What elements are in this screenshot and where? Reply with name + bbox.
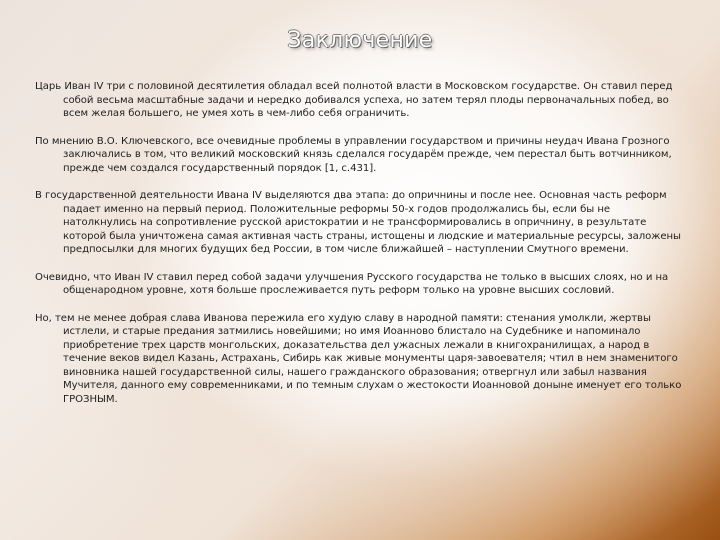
slide-title: Заключение (287, 28, 433, 53)
paragraph-3: В государственной деятельности Ивана IV выделяются два этапа: до опричнины и после нее. Основная часть реформ падает именно на первый период. Положительные реформы 50-х годов продолжались бы, если бы не натолкнулись на сопротивление русской аристократии и не трансформировались в опричнину, в результате которой была уничтожена самая активная часть страны, истощены и людские и материальные ресурсы, заложены предпосылки для многих будущих бед России, в том числе ближайшей – наступлении Смутного времени. (35, 190, 681, 255)
paragraph-5: Но, тем не менее добрая слава Иванова пережила его худую славу в народной памяти: стенания умолкли, жертвы истлели, и старые предания затмились новейшими; но имя Иоанново блистало на Судебнике и напоминало приобретение трех царств монгольских, доказательства дел ужасных лежали в книгохранилищах, а народ в течение веков видел Казань, Астрахань, Сибирь как живые монументы царя-завоевателя; чтил в нем знаменитого виновника нашей государственной силы, нашего гражданского образования; отвергнул или забыл названия Мучителя, данного ему современниками, и по темным слухам о жестокости Иоанновой доныне именует его только ГРОЗНЫМ. (35, 312, 682, 405)
slide-body (35, 80, 687, 420)
paragraph-1: Царь Иван IV три с половиной десятилетия обладал всей полнотой власти в Московском государстве. Он ставил перед собой весьма масштабные задачи и нередко добивался успеха, но затем терял плоды первоначальных побед, во всем желая большего, не умея хоть в чем-либо себя ограничить. (35, 81, 673, 119)
paragraph-4: Очевидно, что Иван IV ставил перед собой задачи улучшения Русского государства не только в высших слоях, но и на общенародном уровне, хотя больше прослеживается путь реформ только на уровне высших сословий. (35, 271, 669, 296)
paragraph-2: По мнению В.О. Ключевского, все очевидные проблемы в управлении государством и причины неудач Ивана Грозного заключались в том, что великий московский князь сделался государём прежде, чем перестал быть вотчинником, прежде чем создался государственный порядок [1, с.431]. (35, 135, 672, 174)
